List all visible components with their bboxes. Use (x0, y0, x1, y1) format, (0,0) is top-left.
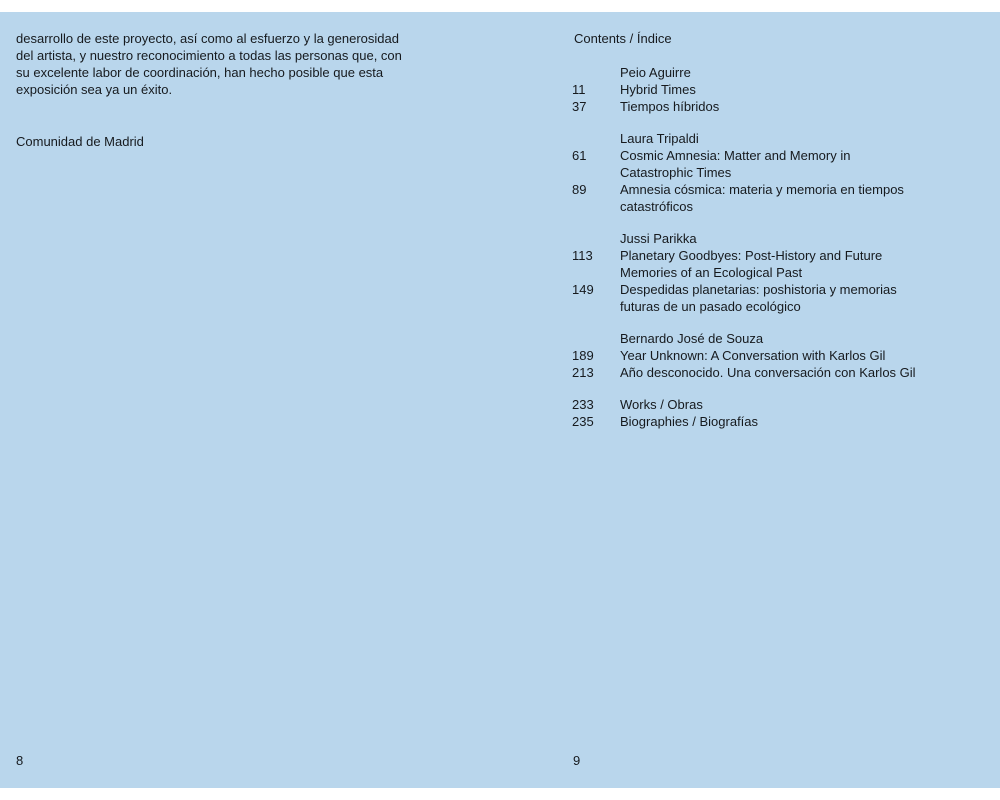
toc-page-number: 235 (572, 414, 594, 429)
toc-entry[interactable] (572, 364, 992, 381)
toc-entry[interactable] (572, 347, 992, 364)
toc-title-line: Year Unknown: A Conversation with Karlos Gil (620, 348, 886, 363)
paragraph-line: exposición sea ya un éxito. (16, 82, 173, 97)
toc-entry[interactable] (572, 181, 992, 215)
toc-title-line: Works / Obras (620, 397, 703, 412)
left-page (0, 12, 500, 788)
toc-entry[interactable] (572, 98, 992, 115)
paragraph-line: su excelente labor de coordinación, han hecho posible que esta (16, 65, 384, 80)
toc-author: Laura Tripaldi (620, 131, 699, 146)
toc-entry[interactable] (572, 247, 992, 281)
toc-title-line: Hybrid Times (620, 82, 696, 97)
toc-page-number: 37 (572, 99, 587, 114)
toc-group-aguirre (572, 64, 992, 115)
page-number-left: 8 (16, 753, 24, 768)
toc-entry-title (620, 147, 850, 181)
toc-entry[interactable] (572, 413, 992, 430)
page-number-right: 9 (573, 753, 581, 768)
table-of-contents (572, 64, 992, 445)
toc-title-line: Catastrophic Times (620, 165, 732, 180)
toc-entry-title (620, 281, 897, 315)
toc-title-line: futuras de un pasado ecológico (620, 299, 801, 314)
book-spread (0, 12, 1000, 788)
toc-title-line: Despedidas planetarias: poshistoria y memorias (620, 282, 897, 297)
toc-entry[interactable] (572, 396, 992, 413)
toc-group-appendix (572, 396, 992, 430)
toc-page-number: 61 (572, 148, 587, 163)
toc-page-number: 89 (572, 182, 587, 197)
toc-title-line: Memories of an Ecological Past (620, 265, 803, 280)
toc-group-souza (572, 330, 992, 381)
toc-entry[interactable] (572, 147, 992, 181)
intro-paragraph (16, 30, 446, 98)
toc-author: Jussi Parikka (620, 231, 697, 246)
toc-title-line: Planetary Goodbyes: Post-History and Future (620, 248, 883, 263)
toc-title-line: Tiempos híbridos (620, 99, 720, 114)
toc-title-line: Biographies / Biografías (620, 414, 759, 429)
toc-entry-title (620, 347, 885, 364)
paragraph-line: del artista, y nuestro reconocimiento a todas las personas que, con (16, 48, 402, 63)
toc-entry-title (620, 81, 696, 98)
toc-entry-title (620, 98, 719, 115)
toc-entry-title (620, 396, 703, 413)
toc-title-line: catastróficos (620, 199, 693, 214)
toc-page-number: 149 (572, 282, 594, 297)
toc-entry-title (620, 364, 916, 381)
toc-author: Bernardo José de Souza (620, 331, 764, 346)
toc-page-number: 233 (572, 397, 594, 412)
toc-title-line: Año desconocido. Una conversación con Karlos Gil (620, 365, 916, 380)
toc-page-number: 113 (572, 248, 593, 263)
paragraph-line: desarrollo de este proyecto, así como al esfuerzo y la generosidad (16, 31, 399, 46)
toc-author: Peio Aguirre (620, 65, 691, 80)
right-page (500, 12, 1000, 788)
toc-page-number: 213 (572, 365, 594, 380)
toc-group-tripaldi (572, 130, 992, 215)
signature: Comunidad de Madrid (16, 134, 144, 149)
toc-page-number: 189 (572, 348, 594, 363)
toc-entry-title (620, 413, 758, 430)
toc-title-line: Cosmic Amnesia: Matter and Memory in (620, 148, 851, 163)
toc-entry[interactable] (572, 281, 992, 315)
contents-title: Contents / Índice (574, 31, 672, 46)
toc-entry[interactable] (572, 81, 992, 98)
toc-title-line: Amnesia cósmica: materia y memoria en tiempos (620, 182, 904, 197)
toc-entry-title (620, 247, 882, 281)
toc-entry-title (620, 181, 904, 215)
toc-group-parikka (572, 230, 992, 315)
toc-page-number: 11 (572, 82, 586, 97)
